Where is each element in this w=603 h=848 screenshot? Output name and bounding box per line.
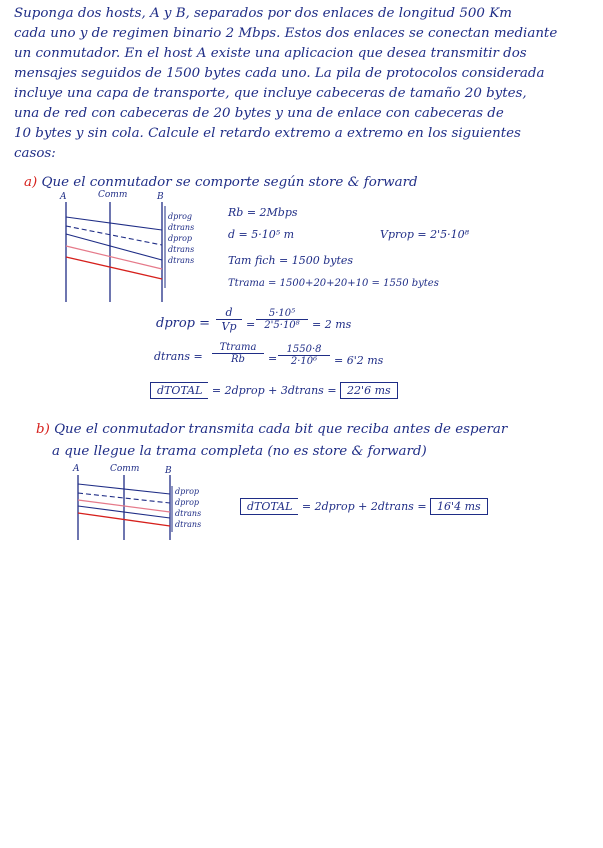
- part-a-heading: [24, 175, 418, 190]
- dprop-frac2: [256, 308, 308, 331]
- statement-line: Suponga dos hosts, A y B, separados por dos enlaces de longitud 500 Km: [14, 6, 512, 21]
- dprop-result: = 2 ms: [312, 318, 352, 331]
- diagram-a-label-b: B: [157, 192, 164, 202]
- statement-line: casos:: [14, 146, 56, 161]
- data-rb: Rb = 2Mbps: [228, 206, 298, 219]
- frame-2-start: [78, 500, 170, 512]
- dprop-eq: =: [246, 318, 256, 331]
- diagram-b-label-a: A: [73, 464, 80, 474]
- part-b-letter: b): [36, 422, 50, 437]
- dprop-frac1-den: Vp: [221, 320, 237, 333]
- delay-label: dprop: [168, 234, 193, 243]
- dtrans-frac2-num: 1550·8: [278, 344, 330, 356]
- frame-2-end: [78, 513, 170, 526]
- dtrans-lhs: dtrans =: [154, 350, 203, 363]
- dtrans-frac1-num: Ttrama: [212, 342, 264, 354]
- part-b-heading: [36, 422, 507, 437]
- statement-line: 10 bytes y sin cola. Calcule el retardo extremo a extremo en los siguientes: [14, 126, 521, 141]
- delay-label: dprog: [168, 212, 193, 221]
- dprop-frac1: [216, 306, 242, 333]
- delay-label: dprop: [175, 487, 200, 496]
- dprop-frac1-num: d: [216, 306, 242, 320]
- total-b-formula: = 2dprop + 2dtrans =: [301, 500, 427, 513]
- dtrans-frac2: [278, 344, 330, 367]
- dprop-lhs: dprop =: [156, 316, 211, 331]
- frame-2-start: [66, 234, 162, 260]
- dprop-frac2-den: 2'5·10⁸: [264, 320, 300, 331]
- part-b-question-line1: Que el conmutador transmita cada bit que reciba antes de esperar: [54, 422, 508, 437]
- statement-line: mensajes seguidos de 1500 bytes cada uno. La pila de protocolos considerada: [14, 66, 545, 81]
- total-b-result: 16'4 ms: [430, 498, 488, 515]
- dtrans-result: = 6'2 ms: [334, 354, 384, 367]
- total-b-lhs: dTOTAL: [240, 498, 298, 515]
- total-a: [150, 384, 398, 397]
- part-b-question-line2: a que llegue la trama completa (no es store & forward): [52, 444, 427, 459]
- dprop-frac2-num: 5·10⁵: [256, 308, 308, 320]
- frame-1-start: [78, 484, 170, 494]
- delay-label: dtrans: [168, 245, 195, 254]
- frame-1-start: [66, 217, 162, 230]
- statement-line: incluye una capa de transporte, que incluye cabeceras de tamaño 20 bytes,: [14, 86, 527, 101]
- delay-label: dtrans: [175, 509, 202, 518]
- delay-labels-a: [168, 211, 194, 266]
- data-vprop: Vprop = 2'5·10⁸: [380, 228, 470, 241]
- diagram-b-label-comm: Comm: [110, 464, 140, 474]
- data-tam-fich: Tam fich = 1500 bytes: [228, 254, 354, 267]
- delay-labels-b: [175, 486, 201, 530]
- problem-statement: [14, 4, 594, 164]
- total-a-result: 22'6 ms: [340, 382, 398, 399]
- statement-line: un conmutador. En el host A existe una aplicacion que desea transmitir dos: [14, 46, 527, 61]
- data-trama: Ttrama = 1500+20+20+10 = 1550 bytes: [228, 278, 439, 289]
- part-a-question: Que el conmutador se comporte según store & forward: [41, 175, 418, 190]
- diagram-a-label-a: A: [60, 192, 67, 202]
- data-d: d = 5·10⁵ m: [228, 228, 295, 241]
- frame-1-end: [66, 226, 162, 245]
- dtrans-eq: =: [268, 352, 278, 365]
- diagram-a-label-comm: Comm: [98, 190, 128, 200]
- frame-2-mid: [66, 246, 162, 269]
- total-a-lhs: dTOTAL: [150, 382, 208, 399]
- dtrans-frac1-den: Rb: [231, 354, 245, 365]
- diagram-b-label-b: B: [165, 466, 172, 476]
- total-b: [240, 500, 488, 513]
- dtrans-frac2-den: 2·10⁶: [290, 356, 318, 367]
- delay-label: dtrans: [175, 520, 202, 529]
- dtrans-frac1: [212, 342, 264, 365]
- frame-2-end: [66, 257, 162, 279]
- total-a-formula: = 2dprop + 3dtrans =: [211, 384, 337, 397]
- part-a-letter: a): [24, 175, 38, 190]
- statement-line: una de red con cabeceras de 20 bytes y una de enlace con cabeceras de: [14, 106, 504, 121]
- frame-1-end: [78, 493, 170, 503]
- delay-label: dtrans: [168, 256, 195, 265]
- frame-2-mid: [78, 506, 170, 518]
- statement-line: cada uno y de regimen binario 2 Mbps. Estos dos enlaces se conectan mediante: [14, 26, 558, 41]
- delay-label: dprop: [175, 498, 200, 507]
- delay-label: dtrans: [168, 223, 195, 232]
